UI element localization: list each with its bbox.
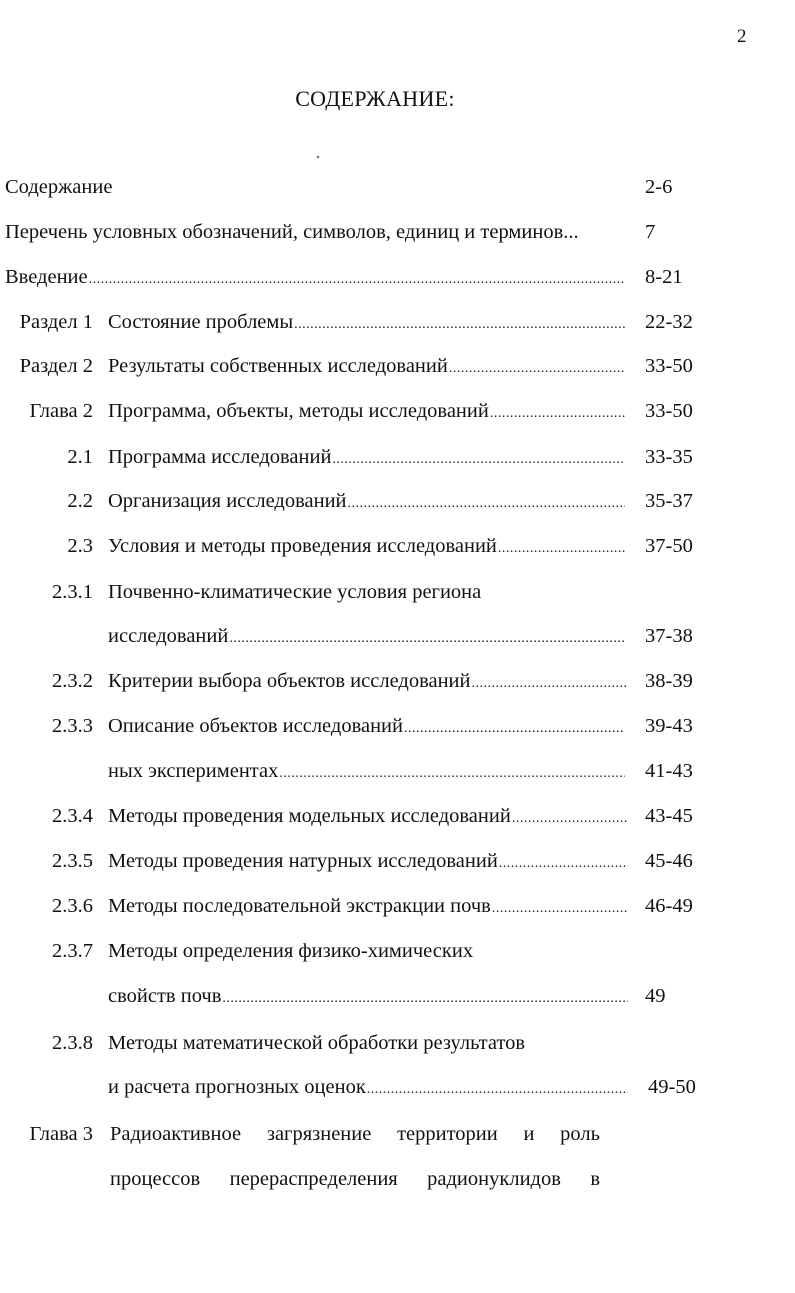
toc-entry-pages: 33-50 — [645, 400, 693, 422]
toc-entry-number: Глава 2 — [29, 400, 93, 422]
toc-entry-number: 2.3.1 — [52, 581, 93, 603]
dot-leader — [492, 894, 628, 924]
toc-entry-number: Раздел 1 — [19, 311, 93, 333]
toc-entry-pages: 49-50 — [648, 1076, 696, 1098]
dot-leader — [222, 984, 628, 1014]
toc-entry-pages: 22-32 — [645, 311, 693, 333]
toc-entry-pages: 41-43 — [645, 760, 693, 782]
dot-leader — [89, 265, 625, 295]
dot-leader — [279, 759, 625, 789]
toc-entry-title: Радиоактивное загрязнение территории и роль — [110, 1123, 600, 1145]
toc-entry-number: 2.1 — [67, 446, 93, 468]
toc-entry-title: Содержание — [5, 176, 113, 198]
toc-entry-number: Раздел 2 — [19, 355, 93, 377]
toc-entry-pages: 38-39 — [645, 670, 693, 692]
dot-leader — [348, 489, 625, 519]
toc-entry-pages: 35-37 — [645, 490, 693, 512]
dot-leader — [499, 849, 628, 879]
toc-entry-number: 2.2 — [67, 490, 93, 512]
dot-leader — [512, 804, 628, 834]
toc-entry-number: 2.3.5 — [52, 850, 93, 872]
dot-leader — [367, 1075, 628, 1105]
toc-entry-title: процессов перераспределения радионуклидов в — [110, 1168, 600, 1190]
toc-entry-title: Методы определения физико-химических — [108, 940, 474, 962]
toc-entry-number: 2.3.6 — [52, 895, 93, 917]
toc-entry-pages: 39-43 — [645, 715, 693, 737]
toc-entry-pages: 49 — [645, 985, 666, 1007]
toc-entry-title: Условия и методы проведения исследований — [108, 535, 497, 557]
dot-leader — [472, 669, 628, 699]
toc-entry-title: Введение — [5, 266, 88, 288]
toc-entry-number: 2.3.4 — [52, 805, 93, 827]
toc-entry-number: 2.3 — [67, 535, 93, 557]
toc-entry-number: 2.3.2 — [52, 670, 93, 692]
toc-entry-pages: 8-21 — [645, 266, 683, 288]
toc-entry-pages: 37-38 — [645, 625, 693, 647]
toc-entry-pages: 7 — [645, 221, 656, 243]
toc-entry-title: Описание объектов исследований — [108, 715, 403, 737]
dot-leader — [294, 310, 625, 340]
dot-leader — [229, 624, 625, 654]
toc-entry-title: Методы математической обработки результатов — [108, 1032, 526, 1054]
toc-entry-title: ных экспериментах — [108, 760, 279, 782]
toc-entry-title: и расчета прогнозных оценок — [108, 1076, 366, 1098]
toc-entry-pages: 43-45 — [645, 805, 693, 827]
toc-entry-title: Критерии выбора объектов исследований — [108, 670, 471, 692]
page-number: 2 — [737, 26, 747, 47]
toc-entry-title: Перечень условных обозначений, символов, единиц и терминов... — [5, 221, 579, 243]
toc-entry-title: Состояние проблемы — [108, 311, 294, 333]
toc-entry-pages: 45-46 — [645, 850, 693, 872]
dot-leader — [332, 445, 625, 475]
toc-entry-pages: 33-50 — [645, 355, 693, 377]
toc-entry-title: Методы проведения натурных исследований — [108, 850, 498, 872]
toc-entry-pages: 33-35 — [645, 446, 693, 468]
toc-entry-pages: 2-6 — [645, 176, 673, 198]
toc-entry-number: 2.3.7 — [52, 940, 93, 962]
toc-entry-title: Результаты собственных исследований — [108, 355, 448, 377]
toc-entry-pages: 37-50 — [645, 535, 693, 557]
page-title: СОДЕРЖАНИЕ: — [295, 86, 455, 111]
toc-entry-number: Глава 3 — [29, 1123, 93, 1145]
dot-leader — [404, 714, 625, 744]
toc-entry-title: исследований — [108, 625, 229, 647]
dot-leader — [449, 354, 625, 384]
toc-entry-title: свойств почв — [108, 985, 222, 1007]
toc-entry-title: Программа, объекты, методы исследований — [108, 400, 489, 422]
toc-entry-title: Почвенно-климатические условия региона — [108, 581, 482, 603]
toc-entry-title: Организация исследований — [108, 490, 347, 512]
toc-entry-title: Методы проведения модельных исследований — [108, 805, 511, 827]
toc-entry-number: 2.3.3 — [52, 715, 93, 737]
toc-entry-title: Методы последовательной экстракции почв — [108, 895, 491, 917]
dot-leader — [490, 399, 625, 429]
toc-entry-number: 2.3.8 — [52, 1032, 93, 1054]
dot-leader — [498, 534, 625, 564]
toc-entry-pages: 46-49 — [645, 895, 693, 917]
toc-entry-title: Программа исследований — [108, 446, 332, 468]
